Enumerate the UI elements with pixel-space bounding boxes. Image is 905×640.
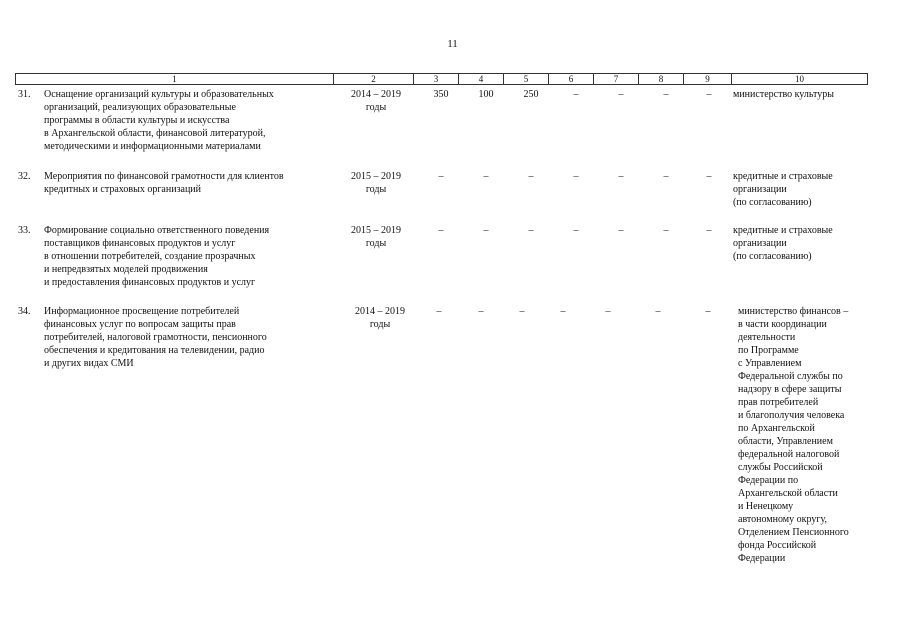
row-value-3: – — [438, 225, 444, 236]
row-executor: кредитные и страховые организации (по согласованию) — [733, 225, 833, 262]
row-value-6: – — [573, 89, 579, 100]
header-col-8: 8 — [639, 74, 684, 84]
row-value-8: – — [663, 171, 669, 182]
row-period: 2015 – 2019 годы — [351, 171, 401, 195]
row-value-5: – — [519, 306, 525, 317]
row-value-9: – — [706, 89, 712, 100]
table-header — [15, 73, 868, 85]
row-value-9: – — [706, 171, 712, 182]
row-value-7: – — [605, 306, 611, 317]
row-name: Формирование социально ответственного поведения поставщиков финансовых продуктов и услуг в отношении потребителей, создание прозрачных и непредвзятых моделей продвижения и предоставления финансовых продуктов и услуг — [44, 225, 270, 288]
row-executor: кредитные и страховые организации (по согласованию) — [733, 171, 833, 208]
row-value-3: – — [436, 306, 442, 317]
row-executor: министерство финансов – в части координации деятельности по Программе с Управлением Федеральной службы по надзору в сфере защиты прав потребителей и благополучия человека по Архангельской области, Управлением федеральной налоговой службы Российской Федерации по Архангельской области и Ненецкому автономному округу, Отделением Пенсионного фонда Российской Федерации — [738, 306, 849, 564]
header-col-1: 1 — [16, 74, 334, 84]
row-value-5: 250 — [523, 89, 539, 100]
row-period: 2014 – 2019 годы — [351, 89, 401, 113]
row-period: 2014 – 2019 годы — [355, 306, 405, 330]
header-col-2: 2 — [334, 74, 414, 84]
row-value-4: – — [483, 171, 489, 182]
row-value-6: – — [560, 306, 566, 317]
row-value-3: 350 — [433, 89, 449, 100]
header-col-4: 4 — [459, 74, 504, 84]
row-value-4: – — [483, 225, 489, 236]
row-executor: министерство культуры — [733, 89, 834, 100]
row-name: Мероприятия по финансовой грамотности для клиентов кредитных и страховых организаций — [44, 171, 284, 195]
row-name: Информационное просвещение потребителей финансовых услуг по вопросам защиты прав потребителей, налоговой грамотности, пенсионного обеспечения и кредитования на телевидении, радио и других видах СМИ — [44, 306, 267, 369]
row-value-7: – — [618, 225, 624, 236]
row-number: 32. — [18, 171, 31, 182]
header-col-3: 3 — [414, 74, 459, 84]
row-value-6: – — [573, 171, 579, 182]
row-number: 33. — [18, 225, 31, 236]
row-value-8: – — [663, 89, 669, 100]
header-col-5: 5 — [504, 74, 549, 84]
row-value-4: 100 — [478, 89, 494, 100]
row-name: Оснащение организаций культуры и образовательных организаций, реализующих образовательные программы в области культуры и искусства в Архангельской области, финансовой литературой, методическими и информационными материалами — [44, 89, 274, 152]
row-value-7: – — [618, 171, 624, 182]
row-value-5: – — [528, 171, 534, 182]
page-number: 11 — [447, 38, 458, 50]
row-value-8: – — [655, 306, 661, 317]
header-col-6: 6 — [549, 74, 594, 84]
row-number: 34. — [18, 306, 31, 317]
header-col-7: 7 — [594, 74, 639, 84]
row-value-6: – — [573, 225, 579, 236]
header-col-9: 9 — [684, 74, 732, 84]
row-value-9: – — [705, 306, 711, 317]
row-value-7: – — [618, 89, 624, 100]
row-period: 2015 – 2019 годы — [351, 225, 401, 249]
row-value-3: – — [438, 171, 444, 182]
header-col-10: 10 — [795, 74, 804, 84]
row-value-8: – — [663, 225, 669, 236]
row-value-9: – — [706, 225, 712, 236]
row-value-4: – — [478, 306, 484, 317]
row-value-5: – — [528, 225, 534, 236]
row-number: 31. — [18, 89, 31, 100]
